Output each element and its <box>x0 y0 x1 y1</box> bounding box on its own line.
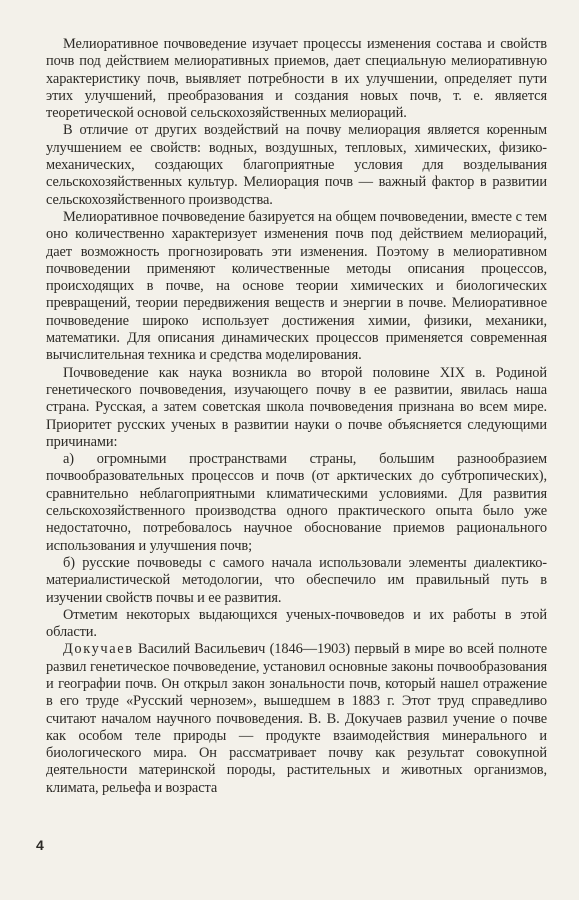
paragraph-melioration-methods: Мелиоративное почвоведение базируется на общем почвоведении, вместе с тем оно количественно характеризует изменения почв под действием мелиораций, дает возможность прогнозировать эти изменения. Поэтому в мелиоративном почвоведении применяют количественные методы описания процессов, происходящих в почве, на основе теории химических и биологических превращений, теории передвижения веществ и энергии в почве. Мелиоративное почвоведение широко использует достижения химии, физики, механики, математики. Для описания динамических процессов применяется современная вычислительная техника и средства моделирования. <box>46 208 547 364</box>
paragraph-melioration-difference: В отличие от других воздействий на почву мелиорация является коренным улучшением ее свойств: водных, воздушных, тепловых, химических, физико-механических, создающих благоприятные условия для возделывания сельскохозяйственных культур. Мелиорация почв — важный фактор в развитии сельскохозяйственного производства. <box>46 122 547 208</box>
page-number: 4 <box>36 837 44 853</box>
scientist-name: Докучаев <box>63 641 134 658</box>
paragraph-reason-b: б) русские почвоведы с самого начала использовали элементы диалектико-материалистической методологии, что обеспечило им правильный путь в изучении свойств почвы и ее развития. <box>46 554 547 606</box>
paragraph-melioration-definition: Мелиоративное почвоведение изучает процессы изменения состава и свойств почв под действием мелиоративных приемов, дает специальную мелиоративную характеристику почв, выявляет потребности в их улучшении, определяет пути этих улучшений, преобразования и создания новых почв, т. е. является теоретической основой сельскохозяйственных мелиораций. <box>46 36 547 122</box>
paragraph-reason-a: а) огромными пространствами страны, большим разнообразием почвообразовательных процессов и почв (от арктических до субтропических), сравнительно неблагоприятными климатическими условиями. Для развития сельскохозяйственного производства одного практического опыта было уже недостаточно, потребовалось научное обоснование приемов рационального использования и улучшения почв; <box>46 451 547 554</box>
body-text <box>46 36 547 797</box>
dokuchaev-text: Василий Васильевич (1846—1903) первый в мире во всей полноте развил генетическое почвоведение, установил основные законы почвообразования и географии почв. Он открыл закон зональности почв, который нашел отражение в его труде «Русский чернозем», вышедшем в 1883 г. Этот труд справедливо считают началом научного почвоведения. В. В. Докучаев развил учение о почве как особом теле природы — продукте взаимодействия минерального и биологического мира. Он рассматривает почву как результат совокупной деятельности материнской породы, растительных и животных организмов, климата, рельефа и возраста <box>46 641 547 796</box>
paragraph-dokuchaev <box>46 641 547 797</box>
paragraph-soil-science-history: Почвоведение как наука возникла во второй половине XIX в. Родиной генетического почвоведения, изучающего почву в ее развитии, явилась наша страна. Русская, а затем советская школа почвоведения признана во всем мире. Приоритет русских ученых в развитии науки о почве объясняется следующими причинами: <box>46 364 547 450</box>
paragraph-notable-scientists: Отметим некоторых выдающихся ученых-почвоведов и их работы в этой области. <box>46 606 547 641</box>
